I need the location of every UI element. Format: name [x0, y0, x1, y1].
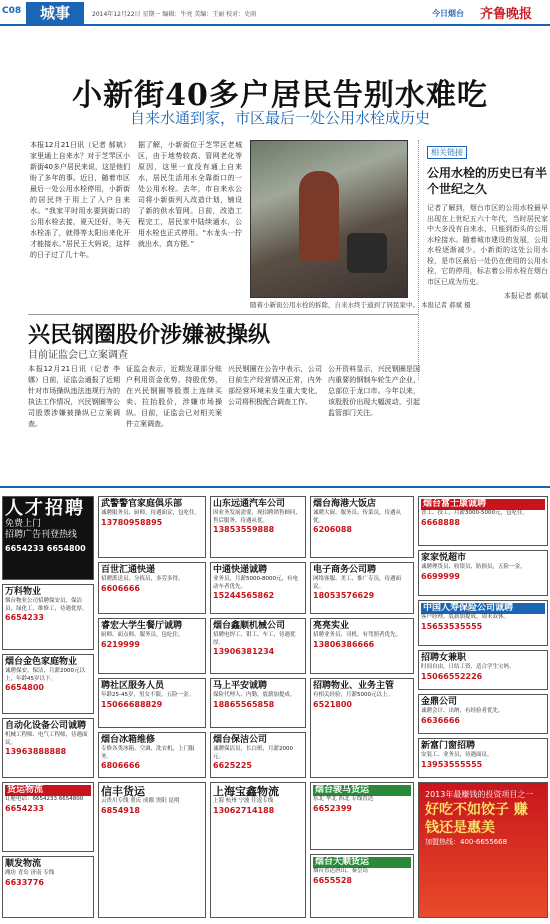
ad-phone: 15066688829: [101, 699, 163, 709]
ad-haigang: [310, 496, 414, 558]
ad-phone: 13780958895: [101, 517, 163, 527]
ad-life-insurance: [418, 600, 548, 646]
ad-text: 云贵川专线 重庆 成都 贵阳 昆明: [101, 798, 180, 804]
ad-text: 客户经理，底薪加提成，周末双休。: [421, 614, 510, 620]
article1-photo: [250, 140, 408, 298]
ad-baishi: [98, 562, 206, 614]
ad-xinfu: [418, 738, 548, 778]
ad-title: 顺发物流: [5, 859, 42, 869]
article2-title: 兴民钢圈股价涉嫌被操纵: [28, 322, 271, 348]
article2-col2: 证监会表示，近期发现部分账户利用资金优势、持股优势，在兴民钢圈等股票上连续买卖、拉抬股价，涉嫌市场操纵。目前，证监会已对相关案件立案调查。: [126, 365, 222, 428]
ad-part-time: [418, 650, 548, 690]
ad-text: 潍坊 青岛 济南 专线: [5, 870, 55, 876]
ad-shunfa: [2, 856, 94, 918]
hire-phone: 6654233 6654800: [5, 544, 86, 553]
ad-phone: 6668888: [421, 517, 460, 527]
ad-title: 中国人寿保险公司诚聘: [421, 603, 545, 614]
ad-phone: 13853559888: [213, 525, 275, 534]
ad-phone: 13062714188: [213, 805, 275, 815]
ad-phone: 13953555555: [421, 759, 483, 769]
ad-xinfeng: [98, 782, 206, 918]
ad-phone: 6654233: [5, 803, 44, 813]
ad-text: 诚聘会计、出纳，有经验者优先。: [421, 708, 504, 714]
article2-col3: 兴民钢圈在公告中表示，公司目前生产经营情况正常，内外部经营环境未发生重大变化，公司将积极配合调查工作。: [228, 365, 322, 406]
ad-freight: [2, 782, 94, 852]
ad-text: 网络客服、美工、推广专员，待遇面议。: [313, 576, 402, 590]
ad-phone: 6636666: [421, 715, 460, 725]
related-link-box: [418, 140, 548, 380]
ad-phone: 6633776: [5, 877, 44, 887]
ad-text: 年龄25-45岁，男女不限，五险一金。: [101, 692, 194, 698]
promo-slogan: 好吃不如饺子 赚钱还是惠美: [425, 802, 528, 836]
related-link-tag: 相关链接: [427, 146, 467, 159]
ad-title: 亮亮实业: [313, 621, 350, 631]
page-header: [0, 0, 550, 26]
ad-text: 烟台物业公司招聘保安员、保洁员、绿化工、维修工，待遇优厚。: [5, 598, 88, 612]
promo-hotline: 加盟热线：400-6655668: [425, 838, 508, 846]
ad-xinshun: [210, 618, 306, 674]
ad-yuantong: [210, 496, 306, 558]
ad-text: 烟台直达唐山、秦皇岛: [313, 868, 369, 874]
ad-title: 烟台天顺货运: [313, 857, 411, 868]
photo-person: [299, 171, 339, 261]
ad-text: 专修各类冰箱、空调、洗衣机，上门服务。: [101, 746, 195, 760]
article1-col1: 本报12月21日讯（记者 郝斌）家里通上自来水？对于芝罘区小新街40多户居民来说，这是他们盼了多年的事。近日，随着市区最后一处公用水栓停用，小新街的居民终于用上了入户自来水。“我家平时用水要到街口的公用水栓去接，夏天还好，冬天水栓冻了，就得等太阳出来化开才能接水。”居民王大妈说，这样的日子过了几十年。: [30, 141, 130, 259]
ad-title: 万科物业: [5, 587, 42, 597]
ad-phone: 6854918: [101, 805, 140, 815]
article1-title: 小新街40多户居民告别水难吃: [72, 78, 488, 113]
ad-phone: 6206088: [313, 525, 352, 534]
ad-text: 招聘电焊工、钳工、车工，待遇优厚。: [213, 632, 296, 646]
ad-text: 有相关经验，月薪5000元以上。: [313, 692, 393, 698]
ad-text: 厨师、面点师、服务员，包吃住。: [101, 632, 184, 638]
ad-title: 睿宏大学生餐厅诚聘: [101, 621, 183, 631]
ad-fridge: [98, 732, 206, 778]
ad-title: 上海宝鑫物流: [213, 785, 279, 798]
ad-phone: 6654800: [5, 683, 44, 692]
article1-col2: 据了解，小新街位于芝罘区老城区，由于地势较高、管网老化等原因，这里一直没有通上自来水，居民生活用水全靠街口的一处公用水栓。去年，市自来水公司将小新街列入改造计划，铺设了新的供水管网。日前，改造工程完工，居民家中陆续通水，公用水栓也正式停用。“水龙头一拧就出水，真方便。”: [138, 141, 242, 248]
related-link-title: 公用水栓的历史已有半个世纪之久: [427, 166, 548, 196]
ad-text: 上海 杭州 宁波 往返专线: [213, 798, 274, 804]
ad-phone: 15244565862: [213, 591, 275, 600]
hire-title: 人才招聘: [5, 498, 85, 519]
ad-phone: 6654233: [5, 613, 44, 622]
ad-text: 东北 华北 西北 专线直达: [313, 796, 374, 802]
ad-community: [98, 678, 206, 728]
ad-title: 信丰货运: [101, 785, 145, 798]
ad-title: 聘社区服务人员: [101, 681, 165, 691]
ad-title: 烟台鑫顺机械公司: [213, 621, 286, 631]
ad-title: 烟台骏马货运: [313, 785, 411, 796]
ad-ecommerce: [310, 562, 414, 614]
page-code: C08: [2, 6, 22, 16]
ad-phone: 13906381234: [213, 647, 275, 656]
ad-auto: [2, 718, 94, 778]
hire-phone-label: 招聘广告刊登热线: [5, 530, 78, 540]
promo-top: 2013年最赚钱的投资项目之一: [425, 790, 534, 799]
ad-text: 因业务发展需要，现招聘销售顾问、售后服务，待遇从优。: [213, 510, 302, 524]
ad-text: 保险代理人、内勤，底薪加提成。: [213, 692, 296, 698]
ad-junjing: [98, 496, 206, 558]
ad-text: 时间自由，日结工资，适合学生宝妈。: [421, 664, 515, 670]
ad-title: 货运物流: [5, 785, 91, 796]
ad-title: 新富门窗招聘: [421, 741, 476, 751]
ad-title: 烟台金色家庭物业: [5, 657, 78, 667]
ad-title: 山东远通汽车公司: [213, 499, 286, 509]
ad-phone: 6521800: [313, 699, 352, 709]
ad-pingan: [210, 678, 306, 728]
ad-title: 自动化设备公司诚聘: [5, 721, 87, 731]
ad-title: 金鼎公司: [421, 697, 458, 707]
ad-phone: 15066552226: [421, 671, 483, 681]
ad-jinding: [418, 694, 548, 734]
ad-text: 订舱电话：6654233 6654800: [5, 796, 84, 802]
ad-phone: 13963888888: [5, 747, 67, 756]
ad-phone: 6655528: [313, 875, 352, 885]
related-link-byline: 本报记者 郝斌: [503, 292, 548, 300]
ad-text: 招聘派送员、分拣员，多劳多得。: [101, 576, 184, 582]
ad-text: 诚聘保安、保洁，月薪2000元以上，年龄45岁以下。: [5, 668, 85, 682]
photo-basin: [347, 233, 387, 273]
newspaper-brand: 齐鲁晚报: [480, 7, 533, 22]
ad-phone: 15653535555: [421, 621, 483, 631]
photo-caption: 随着小新街公用水栓的拆除，自来水终于通到了居民家中。 本报记者 郝斌 摄: [250, 301, 471, 309]
ad-jiajiayue: [418, 550, 548, 596]
ad-phone: 6652399: [313, 803, 352, 813]
ad-text: 普工、技工，月薪3000-5000元，包吃住。: [421, 510, 528, 516]
related-link-text: 记者了解到，烟台市区的公用水栓最早出现在上世纪五六十年代，当时居民家中大多没有自来水，只能到街头的公用水栓接水。随着城市建设的发展，公用水栓逐渐减少。小新街的这处公用水栓，是市区最后一处仍在使用的公用水栓，它的停用，标志着公用水栓在烟台市区已成为历史。: [427, 204, 548, 286]
ad-baoxin: [210, 782, 306, 918]
ad-jinse: [2, 654, 94, 714]
ad-text: 诚聘服务员、厨师，待遇面议，包吃住。: [101, 510, 201, 516]
ad-title: 中通快递诚聘: [213, 565, 268, 575]
ad-phone: 18865565858: [213, 699, 275, 709]
ad-tianshun: [310, 854, 414, 918]
ad-title: 马上平安诚聘: [213, 681, 268, 691]
ad-cleaning: [210, 732, 306, 778]
ad-title: 烟台海港大饭店: [313, 499, 377, 509]
ad-title: 烟台保洁公司: [213, 735, 268, 745]
ad-phone: 6699999: [421, 571, 460, 581]
ad-text: 招聘业务员、司机，有驾照者优先。: [313, 632, 402, 638]
ad-phone: 6806666: [101, 761, 140, 770]
article2-subtitle: 目前证监会已立案调查: [28, 350, 128, 361]
ad-title: 电子商务公司聘: [313, 565, 377, 575]
ad-phone: 18053576629: [313, 591, 375, 600]
ad-title: 武警警官家庭俱乐部: [101, 499, 183, 509]
ad-huimei-promo: [418, 782, 548, 918]
ad-text: 机械工程师、电气工程师，待遇面议。: [5, 732, 88, 746]
classifieds-section: [0, 490, 550, 920]
ad-text: 诚聘大厨、服务员、传菜员，待遇从优。: [313, 510, 402, 524]
classifieds-divider: [0, 486, 550, 488]
ad-foxconn: [418, 496, 548, 546]
ad-title: 烟台富士康诚聘: [421, 499, 545, 510]
ad-phone: 6606666: [101, 583, 140, 593]
ad-text: 业务员，月薪5000-8000元，有电动车者优先。: [213, 576, 298, 590]
ad-property-manager: [310, 678, 414, 778]
section-title: 城事: [26, 2, 84, 24]
ad-text: 安装工、业务员，待遇面议。: [421, 752, 493, 758]
ad-phone: 13806386666: [313, 639, 375, 649]
hire-banner: [2, 496, 94, 580]
article1-subtitle: 自来水通到家，市区最后一处公用水栓成历史: [129, 109, 430, 127]
ad-ruihong: [98, 618, 206, 674]
article2-col1: 本报12月21日讯（记者 李娜）日前，证监会通报了近期针对市场操纵违法违规行为的执法工作情况，兴民钢圈等公司股票涉嫌被操纵已立案调查。: [28, 365, 120, 428]
today-label: 今日烟台: [432, 9, 464, 18]
ad-title: 百世汇通快递: [101, 565, 156, 575]
ad-liangliang: [310, 618, 414, 674]
ad-zhongtong: [210, 562, 306, 614]
ad-phone: 6625225: [213, 761, 252, 770]
ad-phone: 6219999: [101, 639, 140, 649]
ad-title: 招聘物业、业务主管: [313, 681, 395, 691]
hire-free: 免费上门: [5, 519, 42, 529]
issue-info: 2014年12月22日 星期一 编辑：牛亮 美编：王丽 校对：史雨: [92, 11, 257, 18]
ad-wanke: [2, 584, 94, 650]
ad-title: 烟台冰箱维修: [101, 735, 156, 745]
ad-text: 诚聘理货员、收银员、防损员，五险一金。: [421, 564, 526, 570]
ad-title: 招聘女兼职: [421, 653, 467, 663]
ad-text: 诚聘保洁员，长白班，月薪2000元。: [213, 746, 293, 760]
article2-col4: 公开资料显示，兴民钢圈是国内重要的钢制车轮生产企业，总部位于龙口市。今年以来，该股股价出现大幅波动，引起监管部门关注。: [328, 365, 420, 417]
ad-title: 家家悦超市: [421, 553, 467, 563]
ad-junma: [310, 782, 414, 850]
divider: [28, 314, 418, 315]
